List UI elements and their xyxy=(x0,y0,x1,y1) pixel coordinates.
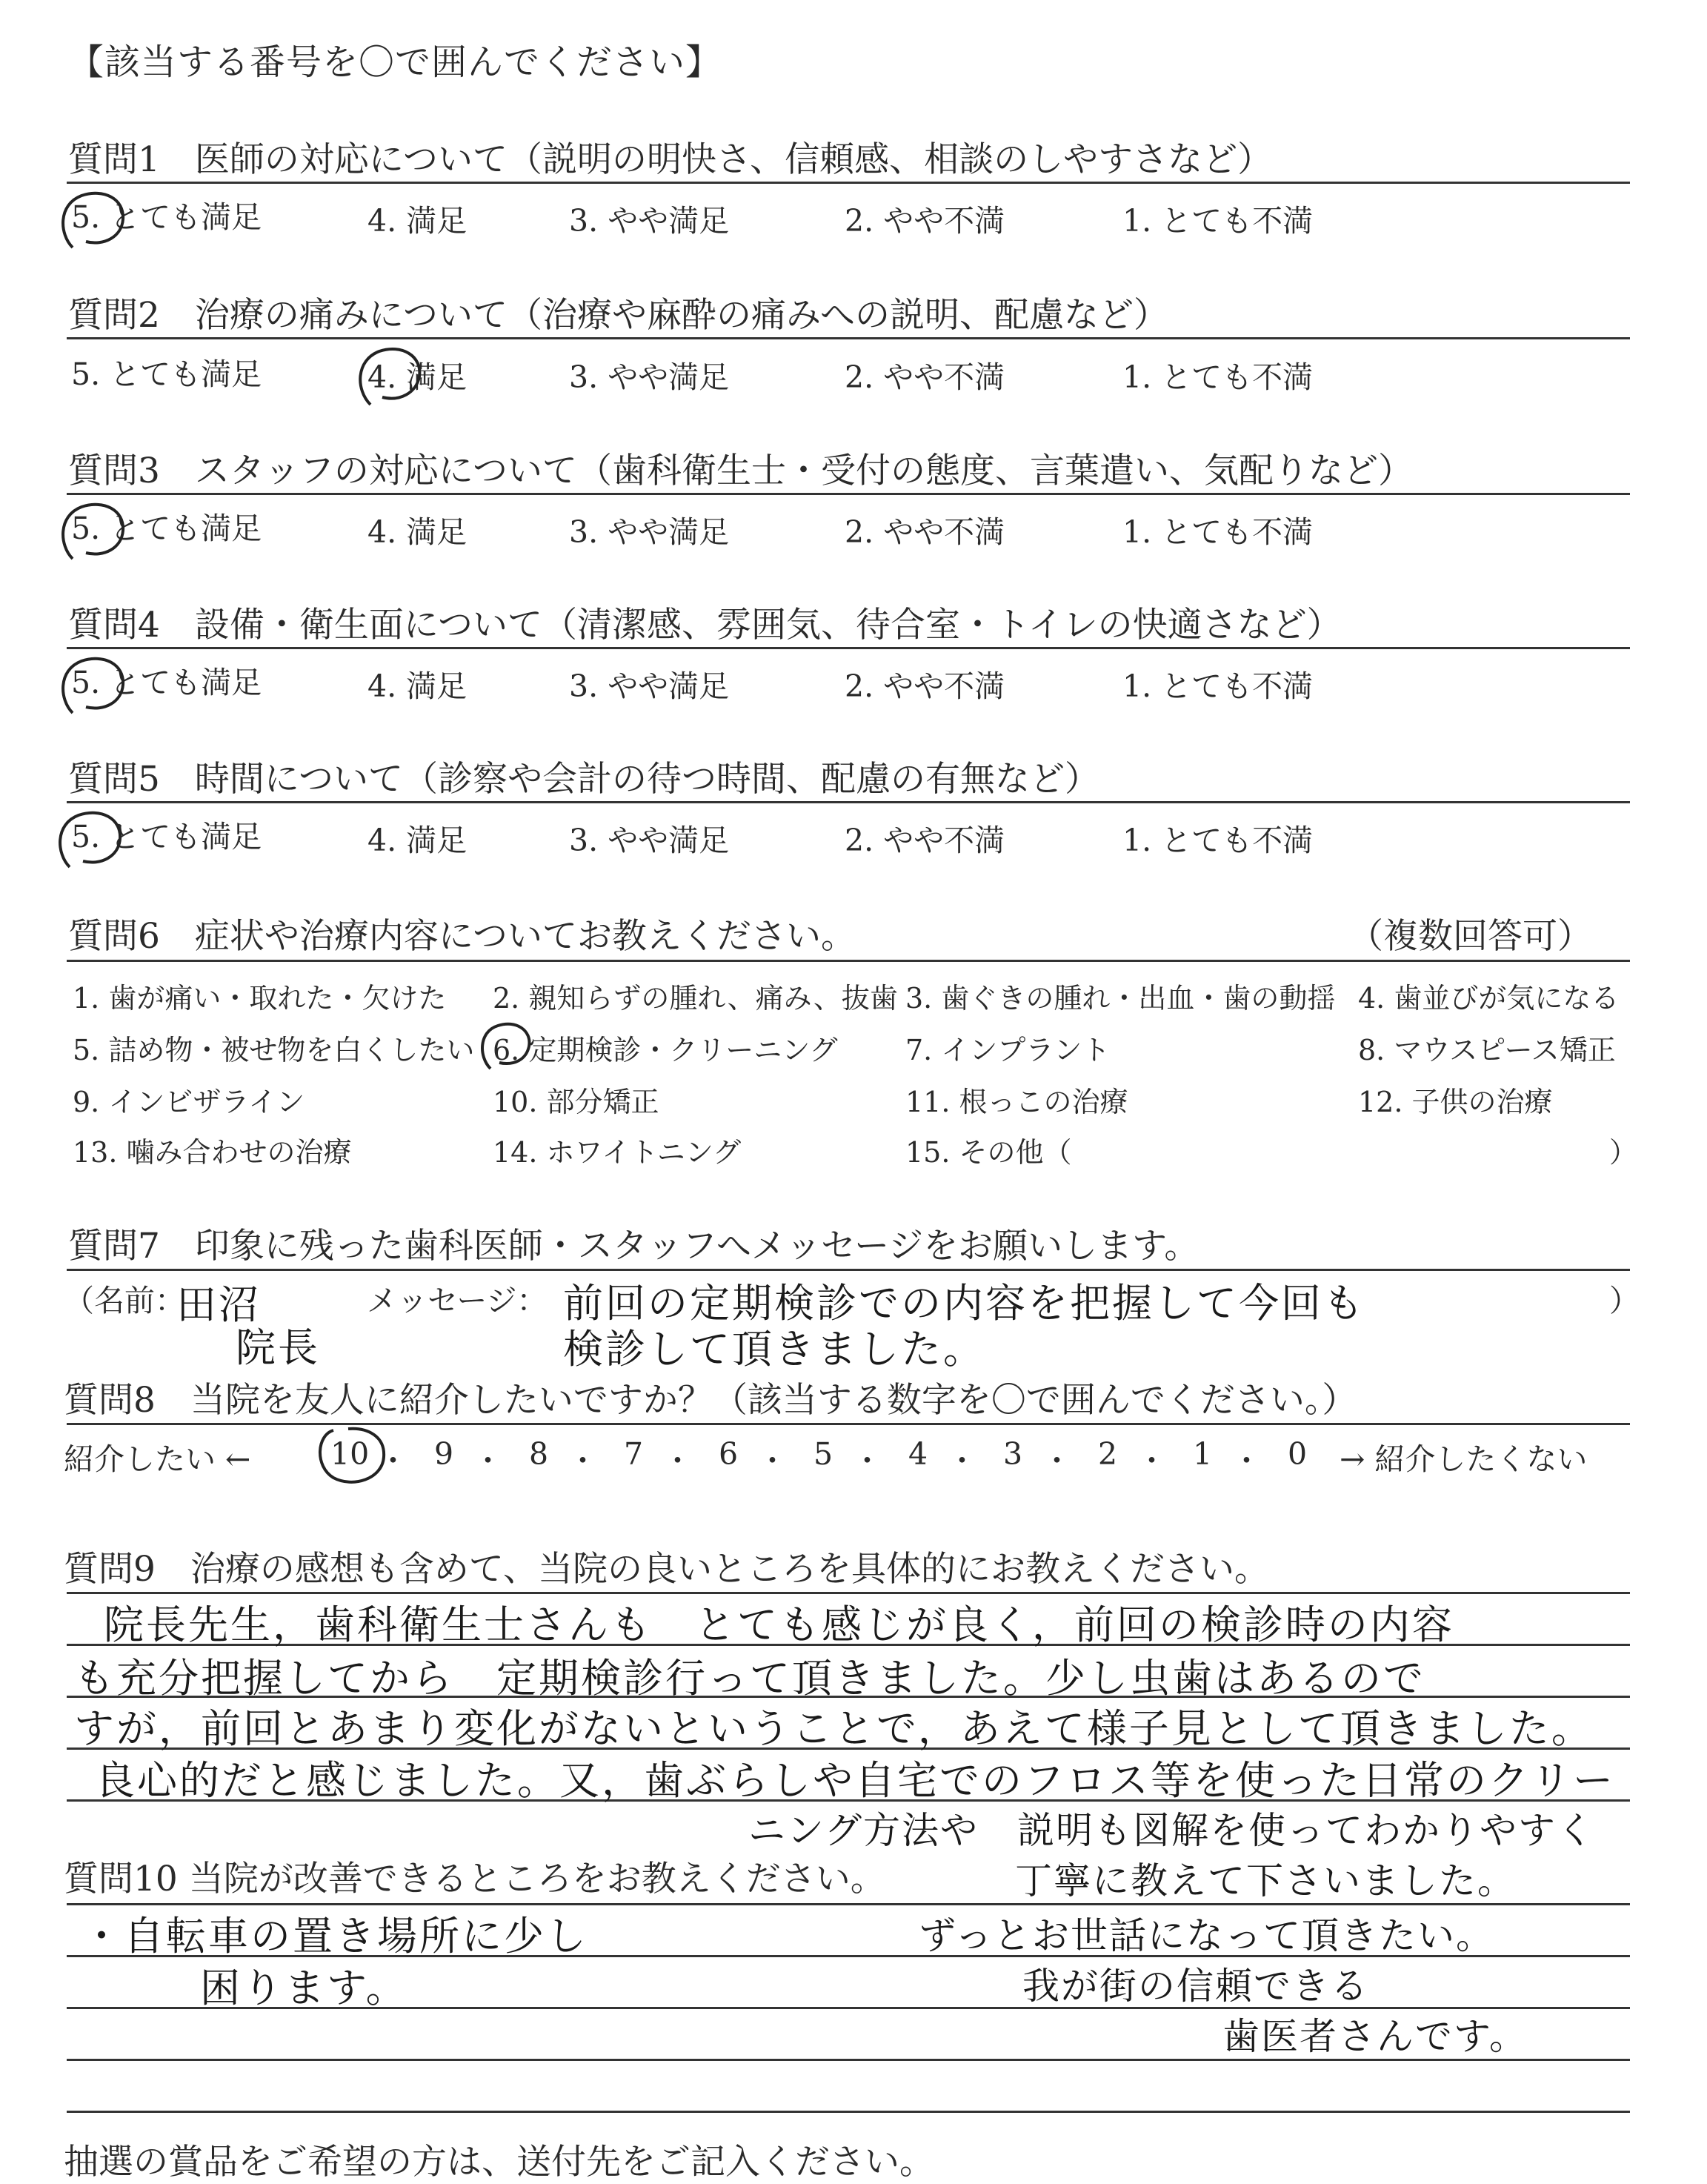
q6-option-10[interactable]: 10. 部分矯正 xyxy=(493,1086,659,1118)
q2-option-3[interactable]: 3. やや満足 xyxy=(569,359,730,395)
q7-name-handwritten-2: 院長 xyxy=(236,1324,320,1371)
footer-note: 抽選の賞品をご希望の方は、送付先をご記入ください。 xyxy=(64,2142,934,2183)
q8-scale-5[interactable]: 5 xyxy=(813,1436,833,1472)
q6-option-7[interactable]: 7. インプラント xyxy=(905,1034,1111,1066)
q8-scale-separator: ・ xyxy=(662,1443,693,1478)
q5-option-5[interactable]: 5. とても満足 xyxy=(71,819,262,854)
q3-option-4[interactable]: 4. 満足 xyxy=(367,514,467,550)
q6-option-14[interactable]: 14. ホワイトニング xyxy=(493,1136,742,1169)
q8-scale-separator: ・ xyxy=(757,1443,788,1478)
q10-handwritten-right-2: 我が街の信頼できる xyxy=(1022,1965,1369,2008)
q8-scale-separator: ・ xyxy=(947,1443,977,1478)
q9-handwritten-line-6: 丁寧に教えて下さいました。 xyxy=(1015,1859,1516,1902)
q7-name-handwritten-1: 田沼 xyxy=(176,1281,261,1328)
q1-option-3[interactable]: 3. やや満足 xyxy=(569,203,730,239)
q8-right-label: → 紹介したくない xyxy=(1340,1441,1588,1477)
q1-option-5[interactable]: 5. とても満足 xyxy=(71,199,262,235)
q1-selection-circle xyxy=(52,182,141,264)
q8-scale-7[interactable]: 7 xyxy=(624,1436,644,1472)
q6-option-13[interactable]: 13. 噛み合わせの治療 xyxy=(73,1136,352,1169)
q7-message-handwritten-2: 検診して頂きました。 xyxy=(563,1326,985,1373)
q2-selection-circle xyxy=(348,338,437,419)
question-7-title: 質問7 印象に残った歯科医師・スタッフへメッセージをお願いします。 xyxy=(68,1226,1199,1267)
q3-option-3[interactable]: 3. やや満足 xyxy=(569,514,730,550)
question-2-title: 質問2 治療の痛みについて（治療や麻酔の痛みへの説明、配慮など） xyxy=(68,295,1169,336)
divider xyxy=(67,960,1630,962)
q8-scale-2[interactable]: 2 xyxy=(1098,1436,1118,1472)
q9-handwritten-line-1: 院長先生，歯科衛生士さんも とても感じが良く，前回の検診時の内容 xyxy=(104,1602,1454,1648)
q8-scale-separator: ・ xyxy=(1231,1443,1262,1478)
question-10-title: 質問10 当院が改善できるところをお教えください。 xyxy=(64,1859,885,1899)
q4-option-2[interactable]: 2. やや不満 xyxy=(845,668,1005,704)
q8-scale-separator: ・ xyxy=(473,1443,503,1478)
q6-option-11[interactable]: 11. 根っこの治療 xyxy=(905,1086,1128,1118)
q4-selection-circle xyxy=(52,648,141,729)
q8-scale-separator: ・ xyxy=(852,1443,882,1478)
q8-scale-1[interactable]: 1 xyxy=(1193,1436,1213,1472)
question-8-title: 質問8 当院を友人に紹介したいですか？（該当する数字を〇で囲んでください。） xyxy=(64,1380,1357,1421)
divider xyxy=(67,801,1630,803)
page-header: 【該当する番号を〇で囲んでください】 xyxy=(68,42,722,83)
q7-close: ） xyxy=(1609,1283,1640,1318)
q6-option-4[interactable]: 4. 歯並びが気になる xyxy=(1358,982,1620,1015)
q6-option-12[interactable]: 12. 子供の治療 xyxy=(1358,1086,1553,1118)
q8-scale-6[interactable]: 6 xyxy=(719,1436,739,1472)
q2-option-4[interactable]: 4. 満足 xyxy=(367,359,467,395)
divider xyxy=(67,337,1630,339)
q5-option-1[interactable]: 1. とても不満 xyxy=(1122,823,1314,858)
q8-scale-3[interactable]: 3 xyxy=(1003,1436,1023,1472)
question-9-title: 質問9 治療の感想も含めて、当院の良いところを具体的にお教えください。 xyxy=(64,1549,1269,1590)
q8-scale-9[interactable]: 9 xyxy=(434,1436,454,1472)
q9-handwritten-line-5: ニング方法や 説明も図解を使ってわかりやすく xyxy=(748,1809,1595,1852)
q10-handwritten-line-2: 困ります。 xyxy=(200,1965,408,2011)
q6-other-close: ） xyxy=(1609,1136,1638,1169)
q10-handwritten-right-3: 歯医者さんです。 xyxy=(1222,2015,1528,2058)
q4-option-5[interactable]: 5. とても満足 xyxy=(71,665,262,700)
q2-option-5[interactable]: 5. とても満足 xyxy=(71,356,262,392)
q7-message-handwritten-1: 前回の定期検診での内容を把握して今回も xyxy=(563,1280,1365,1327)
q6-option-2[interactable]: 2. 親知らずの腫れ、痛み、抜歯 xyxy=(493,982,898,1015)
q8-scale-separator: ・ xyxy=(1137,1443,1167,1478)
q2-option-2[interactable]: 2. やや不満 xyxy=(845,359,1005,395)
q3-selection-circle xyxy=(52,494,141,575)
divider xyxy=(67,1269,1630,1271)
q9-handwritten-line-2: も充分把握してから 定期検診行って頂きました。少し虫歯はあるので xyxy=(74,1655,1425,1702)
q1-option-1[interactable]: 1. とても不満 xyxy=(1122,203,1314,239)
q10-handwritten-line-1: ・自転車の置き場所に少し xyxy=(81,1913,588,1959)
q6-option-8[interactable]: 8. マウスピース矯正 xyxy=(1358,1034,1616,1066)
question-3-title: 質問3 スタッフの対応について（歯科衛生士・受付の態度、言葉遣い、気配りなど） xyxy=(68,451,1413,491)
q6-selection-circle xyxy=(474,1017,541,1076)
q7-message-label: メッセージ： xyxy=(367,1283,548,1318)
question-6-note: （複数回答可） xyxy=(1348,916,1592,957)
q6-option-5[interactable]: 5. 詰め物・被せ物を白くしたい xyxy=(73,1034,475,1066)
q4-option-3[interactable]: 3. やや満足 xyxy=(569,668,730,704)
q6-option-9[interactable]: 9. インビザライン xyxy=(73,1086,305,1118)
q3-option-1[interactable]: 1. とても不満 xyxy=(1122,514,1314,550)
q8-selection-circle xyxy=(311,1421,393,1488)
q1-option-2[interactable]: 2. やや不満 xyxy=(845,203,1005,239)
q4-option-4[interactable]: 4. 満足 xyxy=(367,668,467,704)
q1-option-4[interactable]: 4. 満足 xyxy=(367,203,467,239)
question-6-title: 質問6 症状や治療内容についてお教えください。 xyxy=(68,916,856,957)
q8-scale-separator: ・ xyxy=(568,1443,598,1478)
q3-option-2[interactable]: 2. やや不満 xyxy=(845,514,1005,550)
question-4-title: 質問4 設備・衛生面について（清潔感、雰囲気、待合室・トイレの快適さなど） xyxy=(68,605,1342,645)
q8-scale-4[interactable]: 4 xyxy=(908,1436,928,1472)
q4-option-1[interactable]: 1. とても不満 xyxy=(1122,668,1314,704)
q8-left-label: 紹介したい ← xyxy=(64,1441,251,1477)
q9-handwritten-line-4: 良心的だと感じました。又，歯ぶらしや自宅でのフロス等を使った日常のクリー xyxy=(95,1757,1615,1804)
q8-scale-0[interactable]: 0 xyxy=(1288,1436,1308,1472)
q5-selection-circle xyxy=(49,802,138,883)
q6-option-15[interactable]: 15. その他（ xyxy=(905,1136,1072,1169)
writing-line xyxy=(67,2111,1630,2113)
divider xyxy=(67,647,1630,649)
divider xyxy=(67,1423,1630,1425)
q6-option-1[interactable]: 1. 歯が痛い・取れた・欠けた xyxy=(73,982,447,1015)
question-5-title: 質問5 時間について（診察や会計の待つ時間、配慮の有無など） xyxy=(68,759,1099,800)
q5-option-3[interactable]: 3. やや満足 xyxy=(569,823,730,858)
q6-option-6[interactable]: 6. 定期検診・クリーニング xyxy=(493,1034,838,1066)
q10-handwritten-right-1: ずっとお世話になって頂きたい。 xyxy=(919,1914,1494,1957)
divider xyxy=(67,182,1630,184)
q8-scale-10[interactable]: 10 xyxy=(330,1436,370,1472)
q6-option-3[interactable]: 3. 歯ぐきの腫れ・出血・歯の動揺 xyxy=(905,982,1336,1015)
q9-handwritten-line-3: すが，前回とあまり変化がないということで，あえて様子見として頂きました。 xyxy=(74,1705,1594,1752)
question-1-title: 質問1 医師の対応について（説明の明快さ、信頼感、相談のしやすさなど） xyxy=(68,139,1273,180)
q5-option-4[interactable]: 4. 満足 xyxy=(367,823,467,858)
divider xyxy=(67,493,1630,495)
q8-scale-8[interactable]: 8 xyxy=(529,1436,549,1472)
q5-option-2[interactable]: 2. やや不満 xyxy=(845,823,1005,858)
q8-scale-separator: ・ xyxy=(378,1443,408,1478)
q3-option-5[interactable]: 5. とても満足 xyxy=(71,511,262,546)
q8-scale-separator: ・ xyxy=(1042,1443,1072,1478)
q2-option-1[interactable]: 1. とても不満 xyxy=(1122,359,1314,395)
q7-name-label: （名前： xyxy=(64,1283,185,1318)
